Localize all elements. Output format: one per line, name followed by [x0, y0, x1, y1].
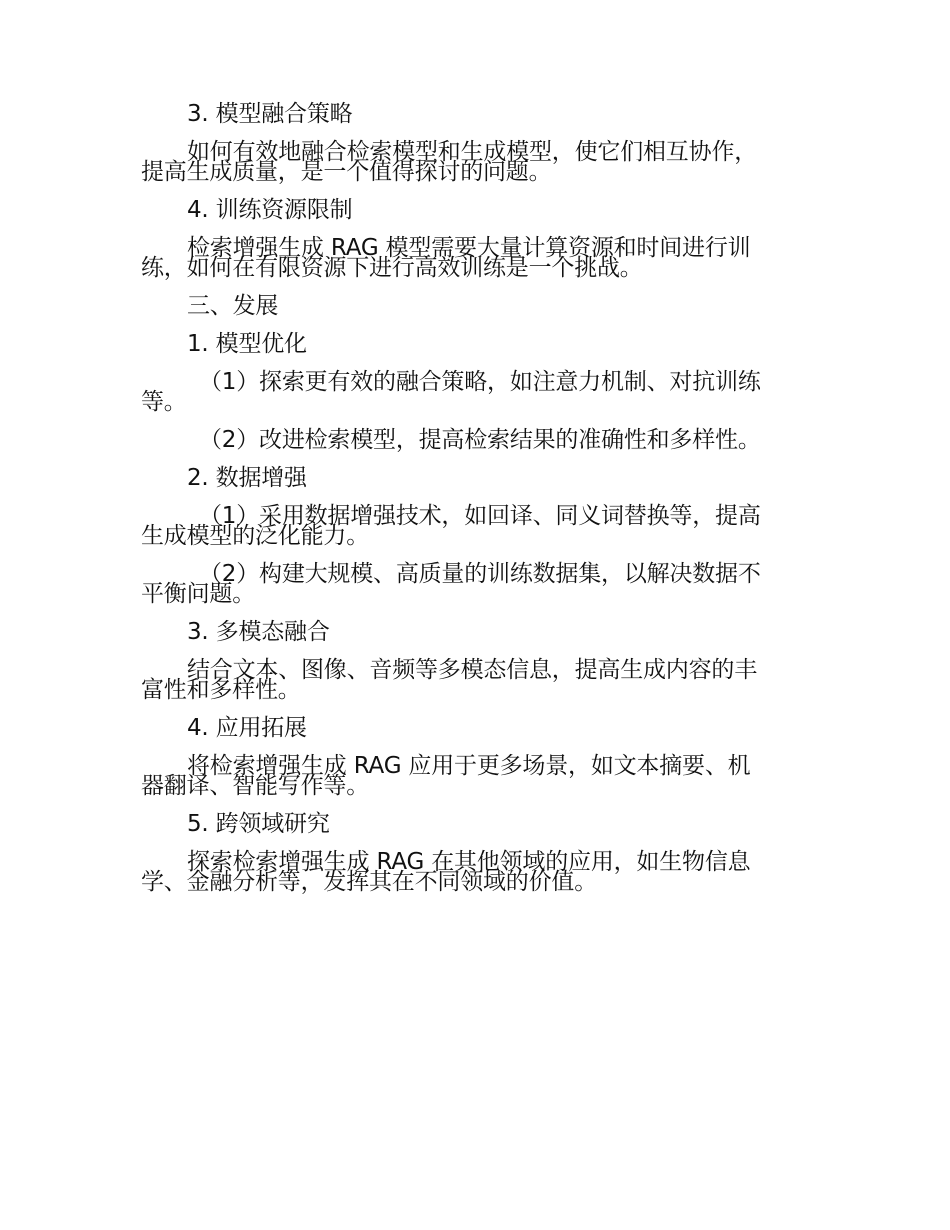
- paragraph-line: 练，如何在有限资源下进行高效训练是一个挑战。: [141, 255, 643, 281]
- paragraph-line: 检索增强生成 RAG 模型需要大量计算资源和时间进行训: [187, 235, 751, 261]
- paragraph: [141, 138, 811, 186]
- section-heading: 4. 应用拓展: [187, 715, 307, 741]
- paragraph: [141, 656, 811, 704]
- paragraph-line: （1）采用数据增强技术，如回译、同义词替换等，提高: [199, 503, 761, 529]
- paragraph-line: （1）探索更有效的融合策略，如注意力机制、对抗训练: [199, 369, 761, 395]
- paragraph: [141, 752, 811, 800]
- section-heading: 5. 跨领域研究: [187, 811, 330, 837]
- paragraph: [141, 234, 811, 282]
- paragraph-line: 学、金融分析等，发挥其在不同领域的价值。: [141, 869, 598, 895]
- paragraph-line: 探索检索增强生成 RAG 在其他领域的应用，如生物信息: [187, 849, 751, 875]
- paragraph-line: 器翻译、智能写作等。: [141, 773, 370, 799]
- paragraph: [141, 848, 811, 896]
- paragraph: [141, 502, 811, 550]
- paragraph: [141, 368, 811, 416]
- paragraph-line: 将检索增强生成 RAG 应用于更多场景，如文本摘要、机: [187, 753, 751, 779]
- section-heading: 3. 多模态融合: [187, 619, 330, 645]
- paragraph-line: 结合文本、图像、音频等多模态信息，提高生成内容的丰: [187, 657, 758, 683]
- paragraph-line: （2）改进检索模型，提高检索结果的准确性和多样性。: [199, 427, 761, 453]
- paragraph-line: 生成模型的泛化能力。: [141, 523, 370, 549]
- paragraph: [141, 560, 811, 608]
- section-heading: 三、发展: [187, 293, 279, 319]
- section-heading: 1. 模型优化: [187, 331, 307, 357]
- paragraph: [141, 426, 811, 454]
- section-heading: 3. 模型融合策略: [187, 101, 353, 127]
- paragraph-line: （2）构建大规模、高质量的训练数据集，以解决数据不: [199, 561, 761, 587]
- section-heading: 4. 训练资源限制: [187, 197, 353, 223]
- paragraph-line: 等。: [141, 389, 187, 415]
- paragraph-line: 平衡问题。: [141, 581, 256, 607]
- paragraph-line: 富性和多样性。: [141, 677, 301, 703]
- section-heading: 2. 数据增强: [187, 465, 307, 491]
- document-page: [141, 100, 811, 906]
- paragraph-line: 提高生成质量，是一个值得探讨的问题。: [141, 159, 552, 185]
- paragraph-line: 如何有效地融合检索模型和生成模型，使它们相互协作，: [187, 139, 758, 165]
